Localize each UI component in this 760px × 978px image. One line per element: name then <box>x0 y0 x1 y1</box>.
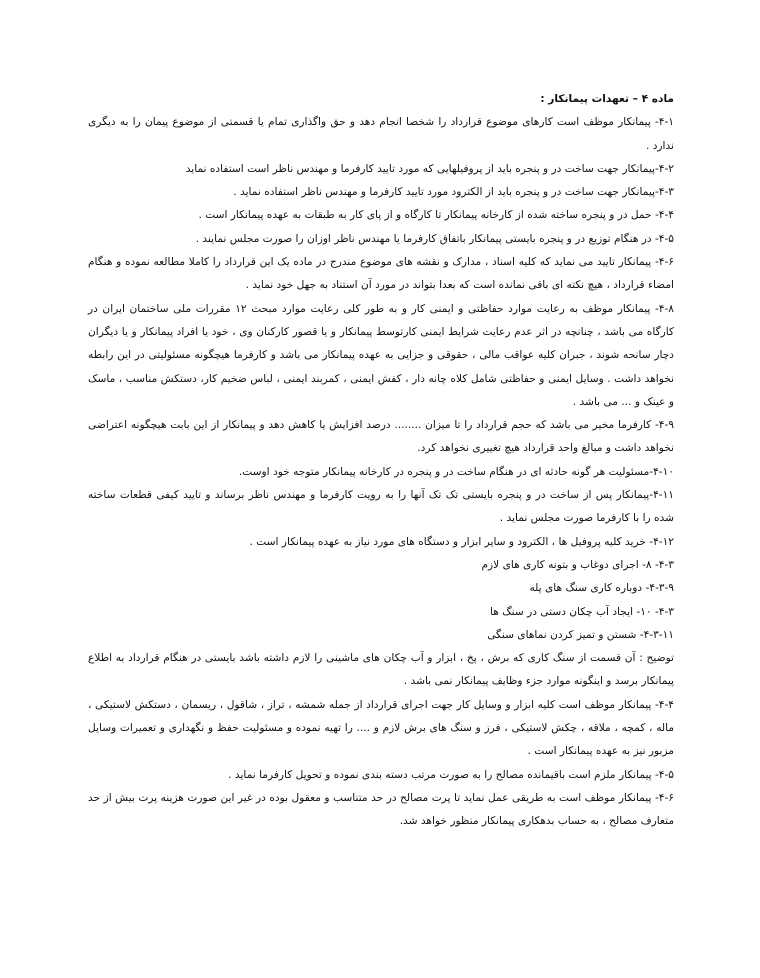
clause-4-6-waste: ۴-۶- پیمانکار موظف است به طریقی عمل نماید تا پرت مصالح در حد متناسب و معقول بوده در غیر این صورت هزینه پرت بیش از حد متعارف مصالح ، به حساب بدهکاری پیمانکار منظور خواهد شد. <box>88 791 674 828</box>
clause-4-3: ۴-۳-پیمانکار جهت ساخت در و پنجره باید از الکترود مورد تایید کارفرما و مهندس ناظر استفاده نماید . <box>233 186 674 199</box>
clause-4-5-materials: ۴-۵- پیمانکار ملزم است باقیمانده مصالح را به صورت مرتب دسته بندی نموده و تحویل کارفرما نماید . <box>228 768 674 781</box>
clause-4-1: ۴-۱- پیمانکار موظف است کارهای موضوع قرارداد را شخصا انجام دهد و حق واگذاری تمام یا قسمتی از موضوع پیمان را به دیگری ندارد . <box>88 116 674 152</box>
clause-4-11: ۴-۱۱-پیمانکار پس از ساخت در و پنجره بایستی تک تک آنها را به رویت کارفرما و مهندس ناظر برساند و تایید کیفی قطعات ساخته شده را با کارفرما صورت مجلس نماید . <box>88 489 674 525</box>
item-4-3-9: ۴-۳-۹- دوباره کاری سنگ های پله <box>529 582 674 595</box>
clause-4-5: ۴-۵- در هنگام توزیع در و پنجره بایستی پیمانکار باتفاق کارفرما یا مهندس ناظر اوزان را صورت مجلس نمایند . <box>195 232 674 245</box>
clause-4-4-tools: ۴-۴- پیمانکار موظف است کلیه ابزار و وسایل کار جهت اجرای قرارداد از جمله شمشه ، تراز ، شاقول ، ریسمان ، دستکش لاستیکی ، ماله ، کمچه ، ملاقه ، چکش لاستیکی ، فرز و سنگ های برش لازم و .... را تهیه نموده و مسئولیت حفظ و نگهداری و تعمیرات وسایل مزبور نیز به عهده پیمانکار است . <box>88 698 674 758</box>
item-4-3-11: ۴-۳-۱۱- شستن و تمیز کردن نماهای سنگی <box>487 628 674 641</box>
clause-4-12: ۴-۱۲- خرید کلیه پروفیل ها ، الکترود و سایر ابزار و دستگاه های مورد نیاز به عهده پیمانکار است . <box>249 535 674 548</box>
item-4-3-10: ۴-۳- ۱۰- ایجاد آب چکان دستی در سنگ ها <box>489 605 674 618</box>
clause-4-8: ۴-۸- پیمانکار موظف به رعایت موارد حفاظتی و ایمنی کار و به طور کلی رعایت موارد مبحث ۱۲ مقررات ملی ساختمان ایران در کارگاه می باشد ، چنانچه در اثر عدم رعایت شرایط ایمنی کارتوسط پیمانکار و یا قصور کارکنان وی ، خود یا افراد پیمانکار و یا دیگران دچار سانحه شوند ، جبران کلیه عواقب مالی ، حقوقی و جزایی به عهده پیمانکار می باشد و کارفرما هیچگونه مسئولیتی در این رابطه نخواهد داشت . وسایل ایمنی و حفاظتی شامل کلاه چانه دار ، کفش ایمنی ، کمربند ایمنی ، لباس ضخیم کار، دستکش مناسب ، ماسک و عینک و ... می باشد . <box>88 302 674 408</box>
clause-4-10: ۴-۱۰-مسئولیت هر گونه حادثه ای در هنگام ساخت در و پنجره در کارخانه پیمانکار متوجه خود اوست. <box>238 465 674 478</box>
clause-4-2: ۴-۲-پیمانکار جهت ساخت در و پنجره باید از پروفیلهایی که مورد تایید کارفرما و مهندس ناظر است استفاده نماید <box>185 162 674 175</box>
clause-4-4: ۴-۴- حمل در و پنجره ساخته شده از کارخانه پیمانکار تا کارگاه و از پای کار به طبقات به عهده پیمانکار است . <box>198 209 674 222</box>
item-4-3-8: ۴-۳- ۸- اجرای دوغاب و بتونه کاری های لازم <box>481 558 674 571</box>
clause-4-6: ۴-۶- پیمانکار تایید می نماید که کلیه اسناد ، مدارک و نقشه های موضوع مندرج در ماده یک این قرارداد را کاملا مطالعه نموده و هنگام امضاء قرارداد ، هیچ نکته ای باقی نمانده است که بعدا بتواند در مورد آن استناد به جهل خود نماید . <box>88 256 674 292</box>
article-heading: ماده ۴ – تعهدات پیمانکار : <box>540 93 674 105</box>
document-body <box>88 88 674 834</box>
clause-4-9: ۴-۹- کارفرما مخیر می باشد که حجم قرارداد را تا میزان ........ درصد افزایش یا کاهش دهد و پیمانکار از این بابت هیچگونه اعتراضی نخواهد داشت و مبالغ واحد قرارداد هیچ تغییری نخواهد کرد. <box>88 419 674 455</box>
note-paragraph: توضیح : آن قسمت از سنگ کاری که برش ، پخ ، ابزار و آب چکان های ماشینی را لازم داشته باشد بایستی در هنگام قرارداد به اطلاع پیمانکار برسد و اینگونه موارد جزء وظایف پیمانکار نمی باشد . <box>88 652 674 688</box>
